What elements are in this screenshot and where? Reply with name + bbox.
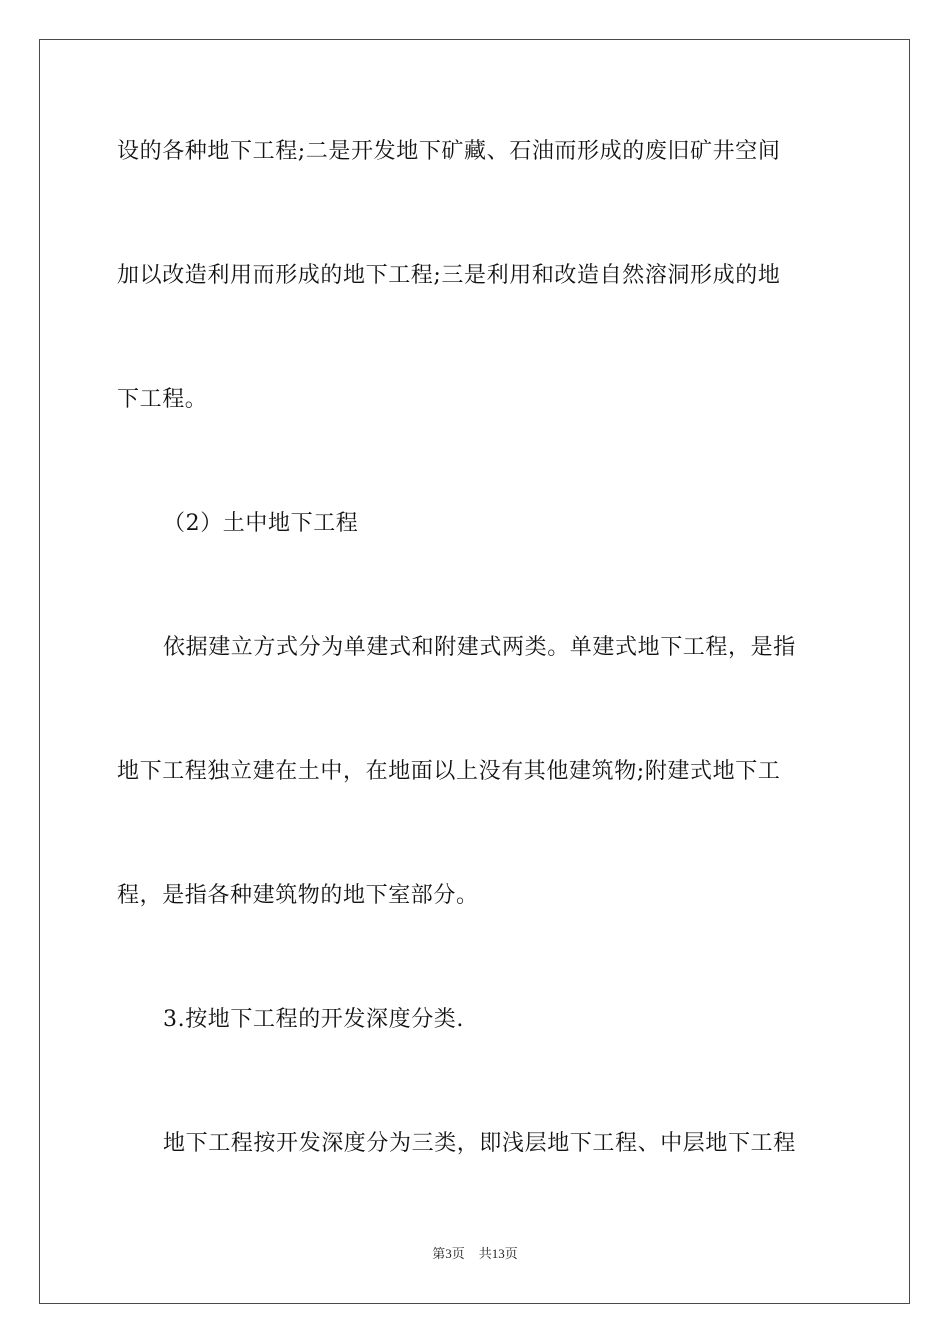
paragraph-line: 地下工程独立建在土中，在地面以上没有其他建筑物;附建式地下工 <box>117 759 781 784</box>
paragraph-line: 设的各种地下工程;二是开发地下矿藏、石油而形成的废旧矿井空间 <box>117 139 781 164</box>
paragraph-line: 加以改造利用而形成的地下工程;三是利用和改造自然溶洞形成的地 <box>117 263 781 288</box>
page-total: 共13页 <box>478 1246 518 1261</box>
section-heading: 3.按地下工程的开发深度分类. <box>163 1007 464 1032</box>
paragraph-line: 下工程。 <box>117 387 208 412</box>
paragraph-line: 依据建立方式分为单建式和附建式两类。单建式地下工程，是指 <box>163 635 796 660</box>
section-heading: （2）土中地下工程 <box>163 511 359 536</box>
page-border <box>39 39 910 1304</box>
paragraph-line: 程，是指各种建筑物的地下室部分。 <box>117 883 479 908</box>
paragraph-line: 地下工程按开发深度分为三类，即浅层地下工程、中层地下工程 <box>163 1131 796 1156</box>
page-number: 第3页 <box>432 1246 465 1261</box>
page-footer <box>0 1245 950 1263</box>
